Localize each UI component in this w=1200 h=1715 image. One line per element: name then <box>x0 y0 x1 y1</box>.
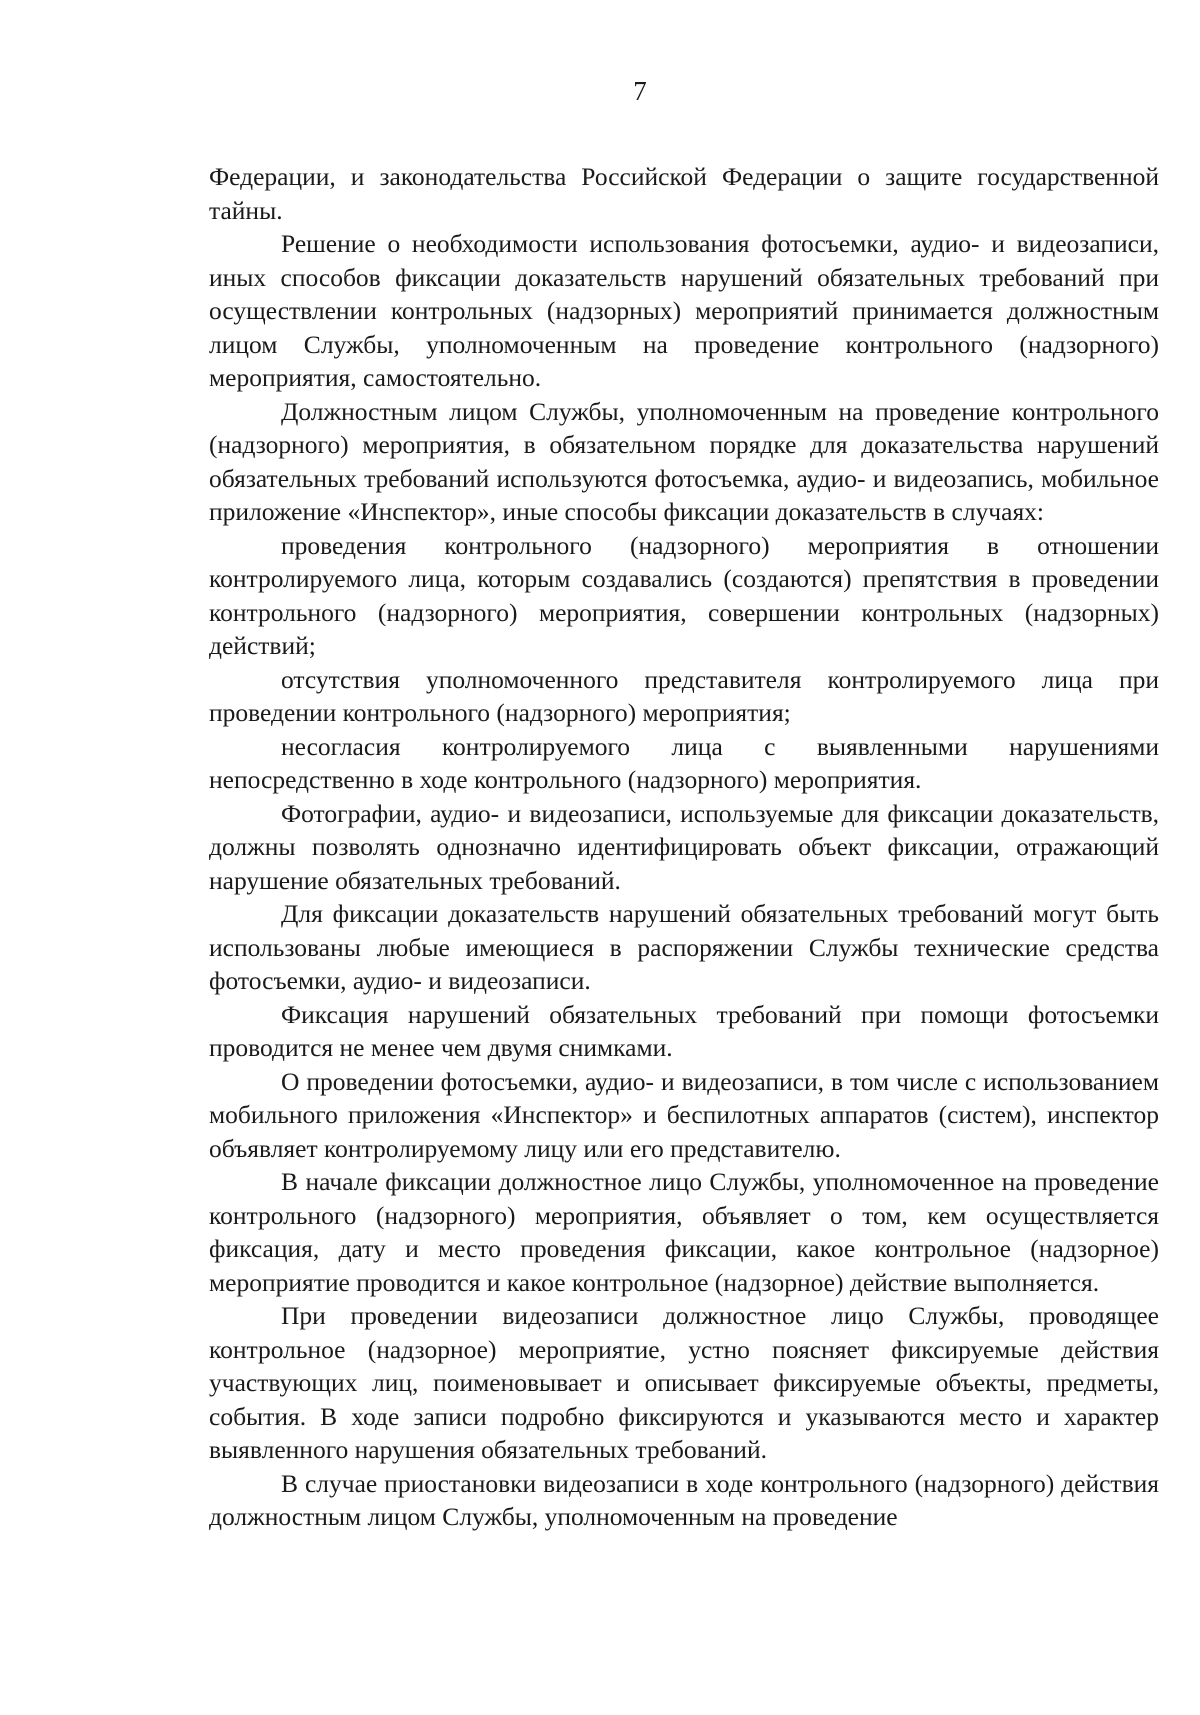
paragraph-mandatory-recording-cases: Должностным лицом Службы, уполномоченным на проведение контрольного (надзорного) мероприятия, в обязательном порядке для доказательства нарушений обязательных требований используются фотосъемка, аудио- и видеозапись, мобильное приложение «Инспектор», иные способы фиксации доказательств в случаях: <box>209 396 1159 526</box>
list-item-disagreement: несогласия контролируемого лица с выявленными нарушениями непосредственно в ходе контрольного (надзорного) мероприятия. <box>209 731 1159 794</box>
list-item-representative-absence: отсутствия уполномоченного представителя контролируемого лица при проведении контрольного (надзорного) мероприятия; <box>209 664 1159 727</box>
paragraph-state-secret-continuation: Федерации, и законодательства Российской Федерации о защите государственной тайны. <box>209 162 1159 225</box>
list-item-obstruction: проведения контрольного (надзорного) мероприятия в отношении контролируемого лица, которым создавались (создаются) препятствия в проведении контрольного (надзорного) мероприятия, совершении контрольных (надзорных) действий; <box>209 530 1159 660</box>
paragraph-start-of-recording: В начале фиксации должностное лицо Службы, уполномоченное на проведение контрольного (надзорного) мероприятия, объявляет о том, кем осуществляется фиксация, дату и место проведения фиксации, какое контрольное (надзорное) мероприятие проводится и какое контрольное (надзорное) действие выполняется. <box>209 1167 1159 1297</box>
paragraph-two-photos: Фиксация нарушений обязательных требований при помощи фотосъемки проводится не менее чем двумя снимками. <box>209 999 1159 1062</box>
paragraph-announcement: О проведении фотосъемки, аудио- и видеозаписи, в том числе с использованием мобильного приложения «Инспектор» и беспилотных аппаратов (систем), инспектор объявляет контролируемому лицу или его представителю. <box>209 1066 1159 1163</box>
paragraph-identification-requirement: Фотографии, аудио- и видеозаписи, используемые для фиксации доказательств, должны позволять однозначно идентифицировать объект фиксации, отражающий нарушение обязательных требований. <box>209 798 1159 895</box>
paragraph-video-explanation: При проведении видеозаписи должностное лицо Службы, проводящее контрольное (надзорное) мероприятие, устно поясняет фиксируемые действия участвующих лиц, поименовывает и описывает фиксируемые объекты, предметы, события. В ходе записи подробно фиксируются и указываются место и характер выявленного нарушения обязательных требований. <box>209 1301 1159 1464</box>
document-body <box>209 160 1159 1534</box>
paragraph-technical-means: Для фиксации доказательств нарушений обязательных требований могут быть использованы любые имеющиеся в распоряжении Службы технические средства фотосъемки, аудио- и видеозаписи. <box>209 899 1159 995</box>
paragraph-decision-on-recording: Решение о необходимости использования фотосъемки, аудио- и видеозаписи, иных способов фиксации доказательств нарушений обязательных требований при осуществлении контрольных (надзорных) мероприятий принимается должностным лицом Службы, уполномоченным на проведение контрольного (надзорного) мероприятия, самостоятельно. <box>209 229 1159 392</box>
page-number: 7 <box>633 76 647 106</box>
paragraph-video-suspension: В случае приостановки видеозаписи в ходе контрольного (надзорного) действия должностным лицом Службы, уполномоченным на проведение <box>209 1468 1159 1531</box>
